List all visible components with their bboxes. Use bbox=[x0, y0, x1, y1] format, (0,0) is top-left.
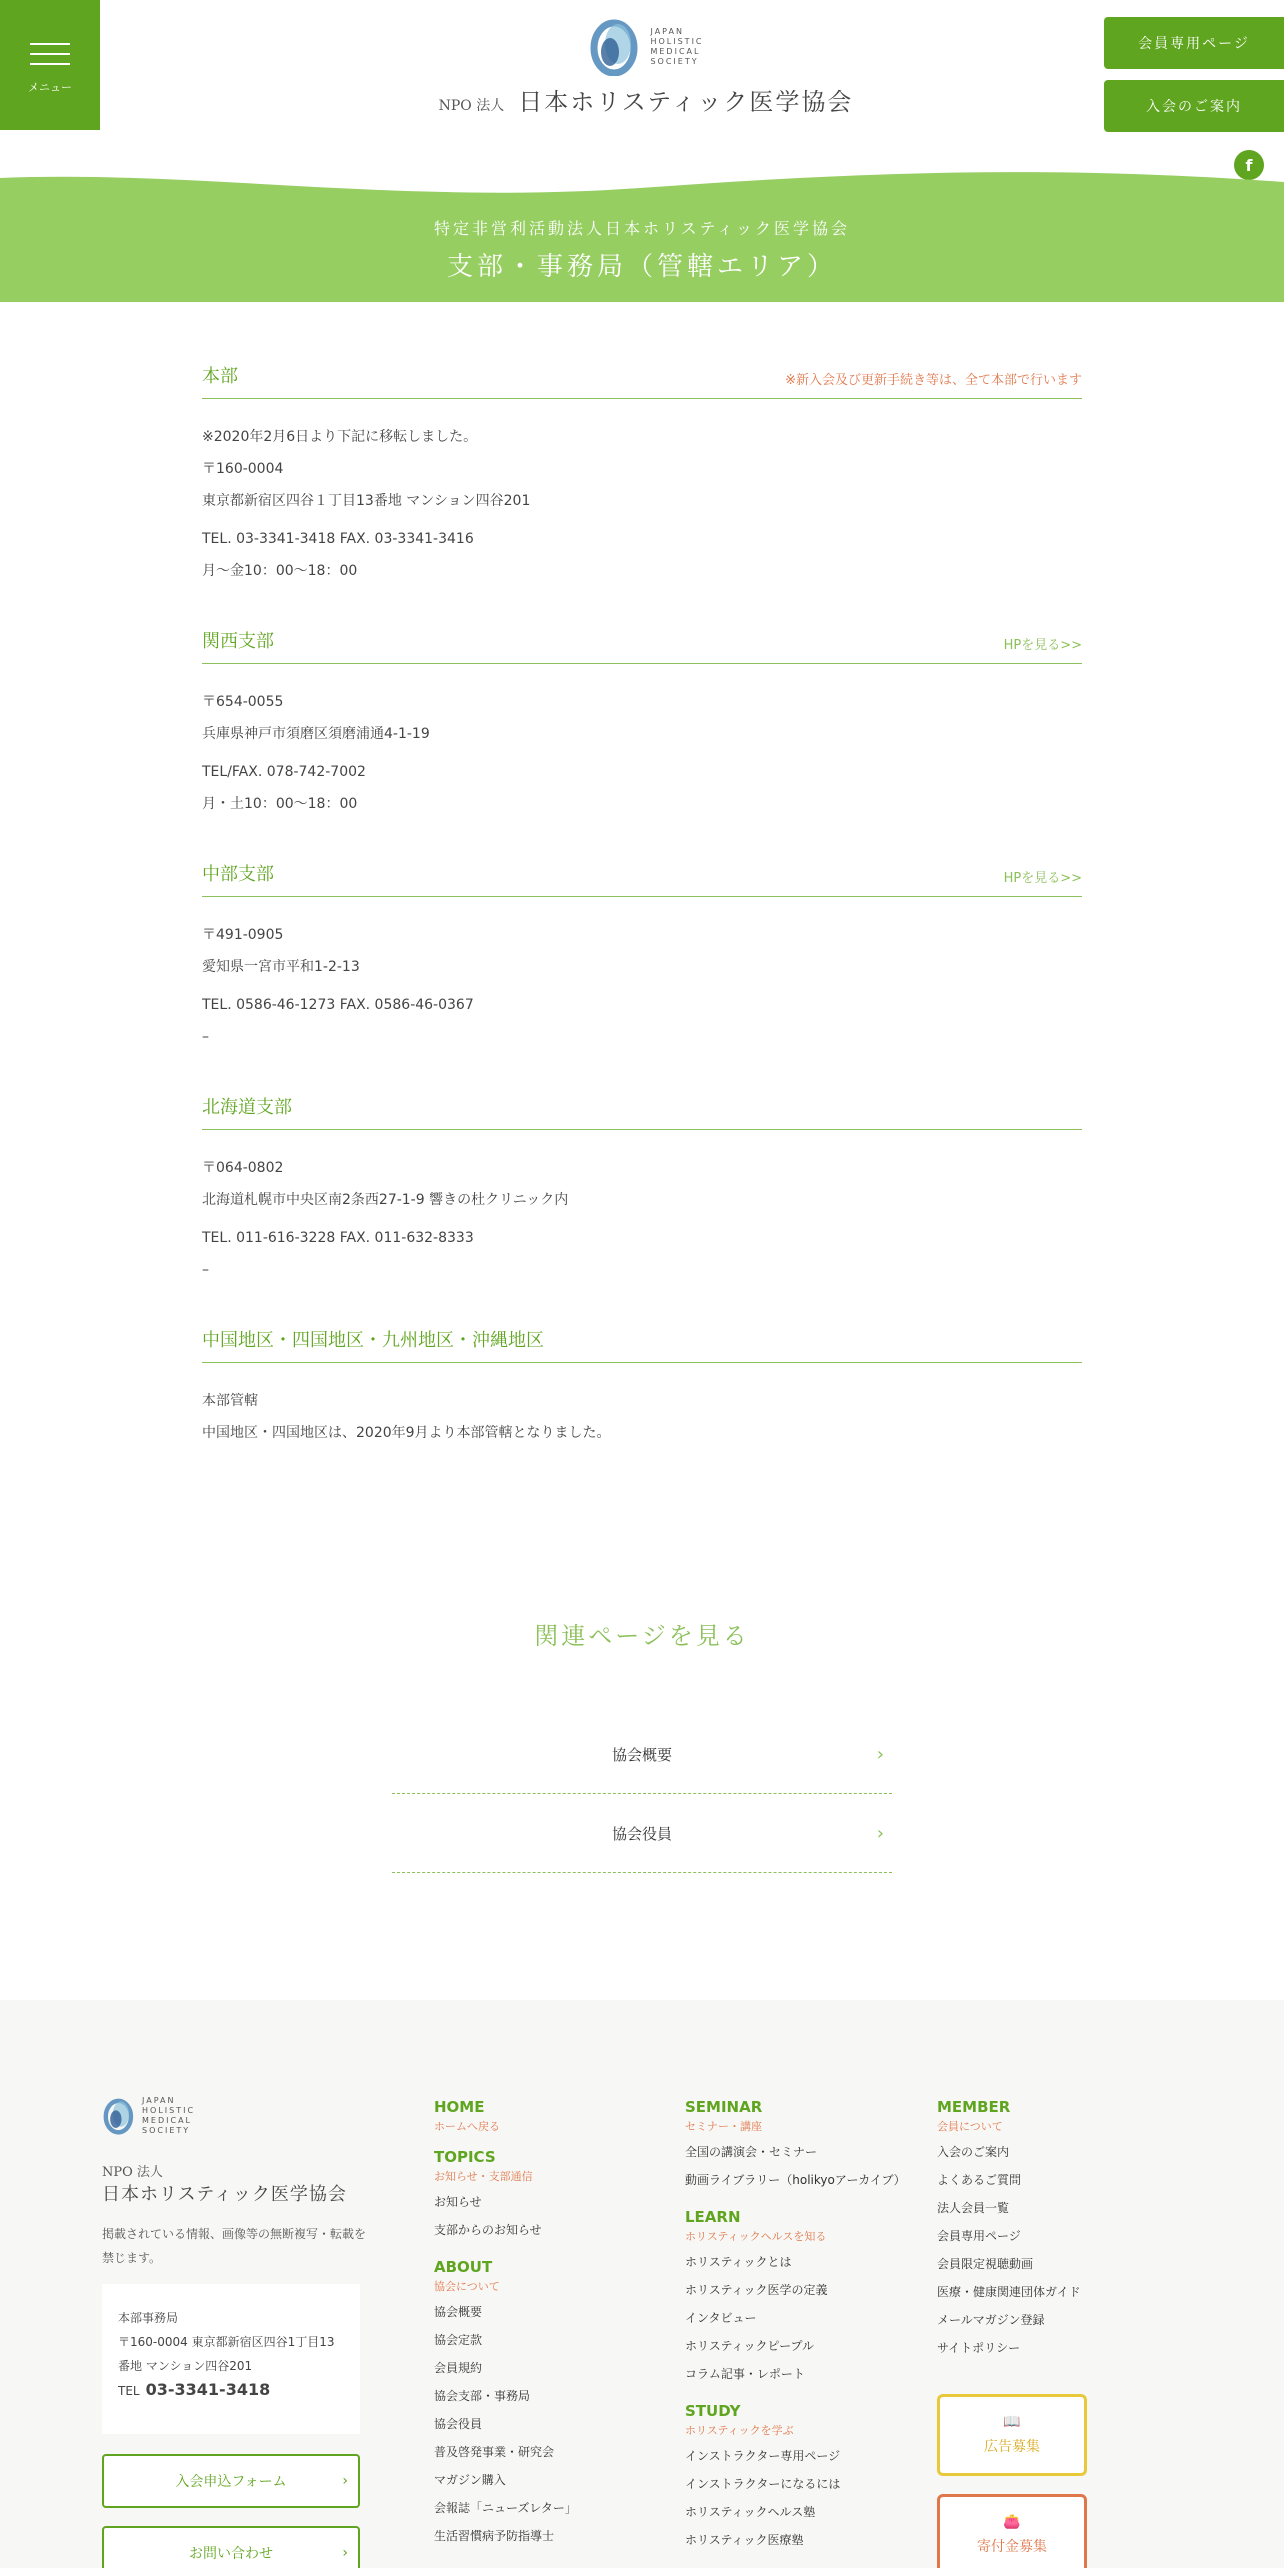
menu-button[interactable] bbox=[0, 0, 100, 130]
footer-nav-link[interactable]: 生活習慣病予防指導士 bbox=[434, 2529, 555, 2543]
footer-nav-link[interactable]: ホリスティックとは bbox=[685, 2255, 792, 2269]
footer-nav-title[interactable]: HOME bbox=[434, 2098, 485, 2116]
footer-nav-link[interactable]: 動画ライブラリー（holikyoアーカイブ） bbox=[685, 2173, 906, 2187]
office-name: 中国地区・四国地区・九州地区・沖縄地区 bbox=[202, 1330, 544, 1351]
chevron-right-icon: › bbox=[342, 2473, 348, 2489]
office-address-line: 愛知県一宮市平和1-2-13 bbox=[202, 959, 360, 975]
footer-office-box: 本部事務局 〒160-0004 東京都新宿区四谷1丁目13 番地 マンション四谷201 TEL 03-3341-3418 bbox=[102, 2284, 360, 2434]
footer-nav-link[interactable]: 協会定款 bbox=[434, 2333, 483, 2347]
footer-nav-section bbox=[685, 2402, 906, 2554]
office-section bbox=[202, 627, 1082, 820]
footer-nav-link[interactable]: 全国の講演会・セミナー bbox=[685, 2145, 818, 2159]
office-address-line: 東京都新宿区四谷１丁目13番地 マンション四谷201 bbox=[202, 493, 531, 509]
footer bbox=[0, 2000, 1284, 2568]
ad-recruit-button[interactable]: 📖 広告募集 bbox=[937, 2394, 1087, 2476]
office-address-line: 〒491-0905 bbox=[202, 927, 284, 943]
footer-nav-link[interactable]: マガジン購入 bbox=[434, 2473, 506, 2487]
office-contact-line: – bbox=[202, 1262, 209, 1278]
related-link-officers[interactable]: 協会役員 › bbox=[392, 1794, 892, 1873]
footer-nav-section bbox=[685, 2098, 906, 2194]
chevron-right-icon: › bbox=[876, 1743, 884, 1765]
apply-form-button[interactable]: 入会申込フォーム › bbox=[102, 2454, 360, 2508]
donation-button[interactable]: 👛 寄付金募集 bbox=[937, 2494, 1087, 2568]
footer-nav-link[interactable]: コラム記事・レポート bbox=[685, 2367, 805, 2381]
office-contact-line: 月・土10：00～18：00 bbox=[202, 796, 358, 812]
footer-nav-title[interactable]: STUDY bbox=[685, 2402, 741, 2420]
office-address-line: ※2020年2月6日より下記に移転しました。 bbox=[202, 429, 478, 445]
logo-english: JAPAN HOLISTIC MEDICAL SOCIETY bbox=[650, 27, 704, 66]
office-contact-line: 月～金10：00～18：00 bbox=[202, 563, 358, 579]
office-list bbox=[202, 362, 1082, 1489]
footer-nav-section bbox=[434, 2258, 577, 2550]
book-icon: 📖 bbox=[1003, 2414, 1021, 2430]
footer-logo[interactable]: JAPAN HOLISTIC MEDICAL SOCIETY bbox=[102, 2096, 195, 2136]
chevron-right-icon: › bbox=[876, 1822, 884, 1844]
office-name: 北海道支部 bbox=[202, 1097, 292, 1118]
office-hp-link[interactable]: HPを見る>> bbox=[1003, 871, 1082, 886]
related-title: 関連ページを見る bbox=[534, 1622, 750, 1650]
office-hp-link[interactable]: HPを見る>> bbox=[1003, 638, 1082, 653]
footer-nav-link[interactable]: インタビュー bbox=[685, 2311, 757, 2325]
office-section bbox=[202, 362, 1082, 587]
office-note: ※新入会及び更新手続き等は、全て本部で行います bbox=[785, 373, 1082, 388]
footer-nav-link[interactable]: メールマガジン登録 bbox=[937, 2313, 1045, 2327]
footer-nav-link[interactable]: ホリスティック医療塾 bbox=[685, 2533, 804, 2547]
wallet-icon: 👛 bbox=[1003, 2514, 1021, 2530]
footer-nav-link[interactable]: お知らせ bbox=[434, 2195, 482, 2209]
footer-nav-col-1 bbox=[434, 2098, 577, 2564]
office-address-line: 〒064-0802 bbox=[202, 1160, 284, 1176]
footer-nav-link[interactable]: 入会のご案内 bbox=[937, 2145, 1010, 2159]
related-link-overview[interactable]: 協会概要 › bbox=[392, 1715, 892, 1794]
footer-name: 日本ホリスティック医学協会 bbox=[102, 2184, 347, 2205]
office-address-line: 〒654-0055 bbox=[202, 694, 284, 710]
footer-nav-link[interactable]: 普及啓発事業・研究会 bbox=[434, 2445, 555, 2459]
hamburger-icon bbox=[30, 35, 70, 73]
site-logo[interactable] bbox=[436, 18, 856, 117]
facebook-icon[interactable]: f bbox=[1234, 150, 1264, 180]
menu-label: メニュー bbox=[28, 81, 72, 94]
footer-tel: 03-3341-3418 bbox=[145, 2380, 271, 2399]
logo-mark-icon bbox=[102, 2096, 136, 2136]
office-contact-line: TEL/FAX. 078-742-7002 bbox=[202, 764, 366, 780]
footer-nav-link[interactable]: 支部からのお知らせ bbox=[434, 2223, 542, 2237]
footer-nav-section bbox=[685, 2208, 906, 2388]
footer-nav-link[interactable]: 会員専用ページ bbox=[937, 2229, 1021, 2243]
logo-name: 日本ホリスティック医学協会 bbox=[518, 88, 854, 116]
footer-nav-subtitle: 協会について bbox=[434, 2280, 500, 2293]
footer-nav-title[interactable]: MEMBER bbox=[937, 2098, 1011, 2116]
office-address-line: 北海道札幌市中央区南2条西27-1-9 響きの杜クリニック内 bbox=[202, 1192, 569, 1208]
copyright-notice: 掲載されている情報、画像等の無断複写・転載を禁じます。 bbox=[102, 2227, 367, 2265]
office-address-line: 本部管轄 bbox=[202, 1393, 258, 1409]
office-contact-line: TEL. 011-616-3228 FAX. 011-632-8333 bbox=[202, 1230, 474, 1246]
office-address-line: 中国地区・四国地区は、2020年9月より本部管轄となりました。 bbox=[202, 1425, 611, 1441]
page-title: 支部・事務局（管轄エリア） bbox=[446, 252, 837, 282]
office-name: 本部 bbox=[202, 366, 238, 387]
footer-nav-link[interactable]: サイトポリシー bbox=[937, 2341, 1021, 2355]
footer-nav-subtitle: お知らせ・支部通信 bbox=[434, 2170, 533, 2183]
footer-nav-subtitle: 会員について bbox=[937, 2120, 1003, 2133]
office-section bbox=[202, 860, 1082, 1053]
office-contact-line: – bbox=[202, 1029, 209, 1045]
footer-nav-link[interactable]: インストラクター専用ページ bbox=[685, 2449, 841, 2463]
footer-npo: NPO 法人 bbox=[102, 2165, 163, 2180]
footer-nav-link[interactable]: ホリスティックヘルス塾 bbox=[685, 2505, 816, 2519]
office-name: 関西支部 bbox=[202, 631, 274, 652]
footer-nav-subtitle: セミナー・講座 bbox=[685, 2120, 762, 2133]
footer-nav-col-2 bbox=[685, 2098, 906, 2568]
member-page-button[interactable]: 会員専用ページ bbox=[1104, 17, 1284, 69]
footer-nav-section bbox=[434, 2148, 577, 2244]
footer-nav-link[interactable]: 協会役員 bbox=[434, 2417, 483, 2431]
logo-mark-icon bbox=[588, 18, 642, 76]
footer-nav-title[interactable]: LEARN bbox=[685, 2208, 741, 2226]
office-address-line: 〒160-0004 bbox=[202, 461, 284, 477]
contact-button[interactable]: お問い合わせ › bbox=[102, 2526, 360, 2568]
footer-nav-link[interactable]: 会報誌「ニューズレター」 bbox=[434, 2501, 577, 2515]
chevron-right-icon: › bbox=[342, 2545, 348, 2561]
footer-nav-title[interactable]: ABOUT bbox=[434, 2258, 493, 2276]
footer-nav-subtitle: ホリスティックを学ぶ bbox=[685, 2424, 794, 2437]
footer-nav-section bbox=[937, 2098, 1081, 2362]
footer-nav-link[interactable]: 会員規約 bbox=[434, 2361, 483, 2375]
footer-nav-section bbox=[434, 2098, 577, 2134]
office-section bbox=[202, 1093, 1082, 1286]
footer-nav-title[interactable]: TOPICS bbox=[434, 2148, 496, 2166]
logo-npo: NPO 法人 bbox=[438, 98, 505, 114]
footer-nav-link[interactable]: 協会支部・事務局 bbox=[434, 2389, 531, 2403]
office-address-line: 兵庫県神戸市須磨区須磨浦通4-1-19 bbox=[202, 726, 430, 742]
footer-nav-title[interactable]: SEMINAR bbox=[685, 2098, 763, 2116]
footer-nav-link[interactable]: よくあるご質問 bbox=[937, 2173, 1022, 2187]
office-contact-line: TEL. 03-3341-3418 FAX. 03-3341-3416 bbox=[202, 531, 474, 547]
join-button[interactable]: 入会のご案内 bbox=[1104, 80, 1284, 132]
footer-nav-link[interactable]: 会員限定視聴動画 bbox=[937, 2257, 1034, 2271]
office-section bbox=[202, 1326, 1082, 1449]
office-name: 中部支部 bbox=[202, 864, 274, 885]
footer-nav-subtitle: ホリスティックヘルスを知る bbox=[685, 2230, 827, 2243]
footer-nav-link[interactable]: 医療・健康関連団体ガイド bbox=[937, 2285, 1081, 2299]
footer-nav-link[interactable]: 協会概要 bbox=[434, 2305, 483, 2319]
related-list bbox=[392, 1715, 892, 1873]
office-contact-line: TEL. 0586-46-1273 FAX. 0586-46-0367 bbox=[202, 997, 474, 1013]
footer-nav-subtitle: ホームへ戻る bbox=[434, 2120, 500, 2133]
footer-nav-link[interactable]: 法人会員一覧 bbox=[937, 2201, 1010, 2215]
page-hero bbox=[0, 160, 1284, 302]
footer-nav-link[interactable]: ホリスティック医学の定義 bbox=[685, 2283, 828, 2297]
hero-subtitle: 特定非営利活動法人日本ホリスティック医学協会 bbox=[433, 219, 851, 238]
footer-nav-link[interactable]: ホリスティックピープル bbox=[685, 2339, 815, 2353]
footer-nav-link[interactable]: インストラクターになるには bbox=[685, 2477, 841, 2491]
footer-nav-col-3 bbox=[937, 2098, 1081, 2376]
